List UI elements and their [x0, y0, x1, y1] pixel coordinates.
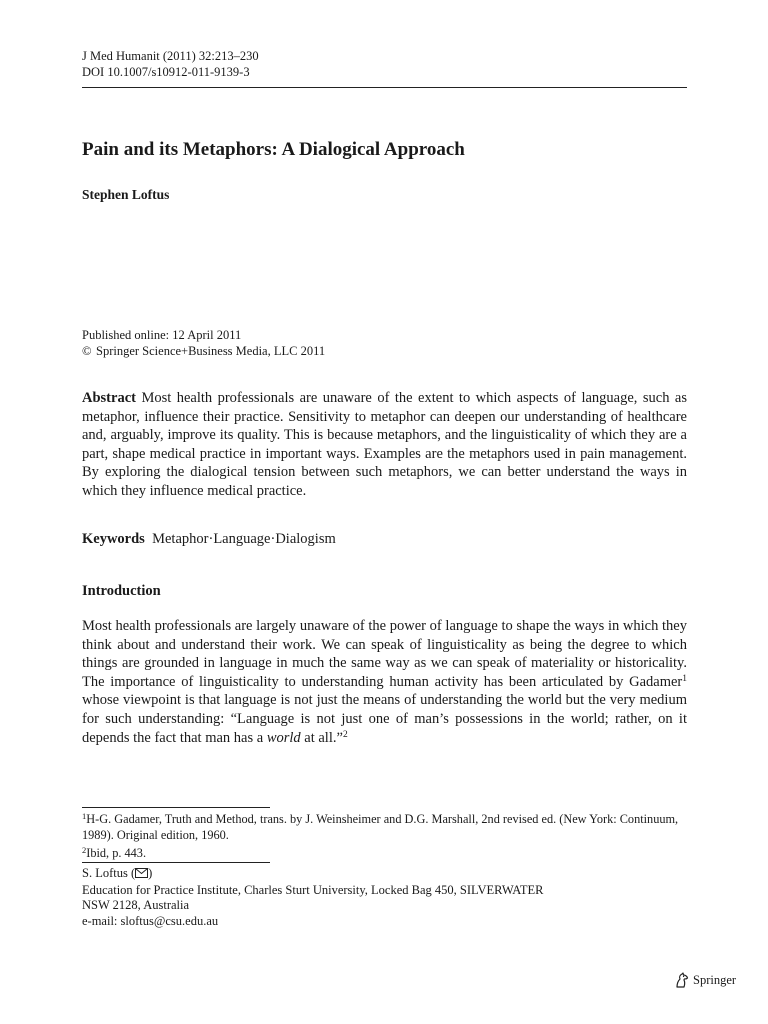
journal-header [82, 48, 259, 80]
affiliation-rule [82, 862, 270, 863]
keyword-separator: · [270, 531, 276, 547]
emphasis-world: world [266, 729, 301, 746]
corresponding-author: S. Loftus ( ) [82, 866, 544, 883]
journal-citation: J Med Humanit (2011) 32:213–230 [82, 49, 259, 63]
affiliation-line: Education for Practice Institute, Charles Sturt University, Locked Bag 450, SILVERWATER [82, 882, 544, 897]
abstract [82, 389, 687, 501]
keyword: Dialogism [275, 531, 336, 547]
springer-wordmark: Springer [693, 973, 737, 987]
footnote-text: H-G. Gadamer, Truth and Method, trans. by J. Weinsheimer and D.G. Marshall, 2nd revised ed. (New York: Continuum, 1989). Original edition, 1960. [82, 812, 679, 842]
doi: DOI 10.1007/s10912-011-9139-3 [82, 65, 250, 79]
header-rule [82, 87, 687, 88]
keywords [82, 530, 687, 549]
keyword: Metaphor [152, 531, 209, 547]
author-email: e-mail: sloftus@csu.edu.au [82, 913, 219, 928]
keyword-separator: · [208, 531, 214, 547]
copyright-text: Springer Science+Business Media, LLC 2011 [96, 344, 326, 358]
footnote-mark: 1 [82, 811, 87, 821]
abstract-label: Abstract [82, 390, 136, 406]
footnote-ref-1: 1 [682, 673, 687, 684]
abstract-text: Most health professionals are unaware of the extent to which aspects of language, such as metaphor, influence their practice. Sensitivity to metaphor can deepen our understanding of healthcare and, arguably, improve its quality. This is because metaphors, and the linguisticality of which they are a part, shape medical practice in important ways. Examples are the metaphors used in pain management. By exploring the dialogical tension between such metaphors, we can better understand the ways in which they influence medical practice. [82, 390, 687, 499]
footnote-ref-2: 2 [342, 729, 348, 740]
copyright-line [82, 343, 325, 359]
springer-logo [674, 972, 736, 989]
author-affiliation [82, 866, 544, 929]
keyword: Language [213, 531, 271, 547]
author-name: Stephen Loftus [82, 187, 170, 202]
section-heading: Introduction [82, 583, 161, 599]
footnote-2 [82, 845, 687, 861]
publication-info [82, 327, 325, 359]
keywords-label: Keywords [82, 531, 145, 547]
affiliation-line: NSW 2128, Australia [82, 898, 190, 912]
envelope-icon [135, 867, 148, 883]
footnote-rule [82, 807, 270, 808]
springer-horse-icon [674, 972, 690, 989]
footnote-1 [82, 811, 687, 843]
copyright-symbol: © [82, 344, 92, 358]
footnote-text: Ibid, p. 443. [86, 846, 147, 860]
published-date: Published online: 12 April 2011 [82, 328, 242, 342]
article-title: Pain and its Metaphors: A Dialogical Approach [82, 139, 465, 160]
introduction-paragraph: Most health professionals are largely unaware of the power of language to shape the ways in which they think about and understand their work. We can speak of linguisticality as being the degree to which things are grounded in language in much the same way as we can speak of materiality or historicality. The importance of linguisticality to understanding human activity has been articulated by Gadamer$^1$ whose viewpoint is that language is not just the means of understanding the world but the very medium for such understanding: “Language is not just one of man’s possessions in the world; rather, on it depends the fact that man has a world at all.”$^2$ [82, 618, 687, 746]
footnote-mark: 2 [82, 845, 87, 855]
article-page [82, 0, 737, 1024]
